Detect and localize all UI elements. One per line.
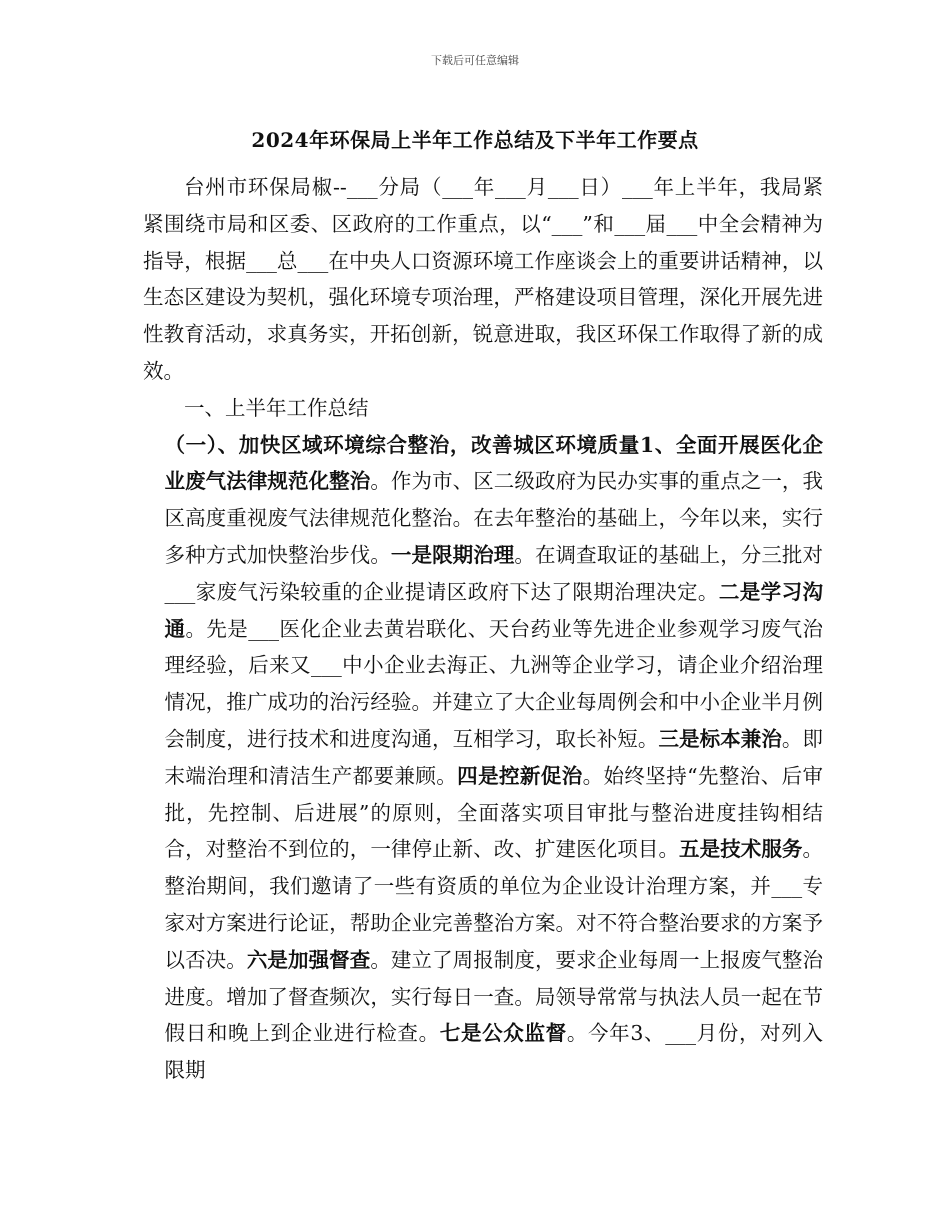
point-2-label: 二是学习沟通 bbox=[164, 579, 824, 641]
document-title: 2024年环保局上半年工作总结及下半年工作要点 bbox=[251, 128, 699, 152]
point-3-label: 三是标本兼治 bbox=[658, 726, 782, 751]
document-body bbox=[143, 169, 823, 1089]
point-1-label: 一是限期治理 bbox=[390, 542, 515, 567]
intro-paragraph: 台州市环保局椒--___分局（___年___月___日）___年上半年，我局紧紧围绕市局和区委、区政府的工作重点，以“___”和___届___中全会精神为指导，根据___总___在中央人口资源环境工作座谈会上的重要讲话精神，以生态区建设为契机，强化环境专项治理，严格建设项目管理，深化开展先进性教育活动，求真务实，开拓创新，锐意进取，我区环保工作取得了新的成效。 bbox=[143, 175, 823, 383]
point-7-label: 七是公众监督 bbox=[439, 1021, 567, 1046]
point-4-label: 四是控新促治 bbox=[457, 763, 583, 788]
subsection-heading: （一）、加快区域环境综合整治，改善城区环境质量1、全面开展医化企业废气法律规范化整治 bbox=[164, 432, 823, 494]
point-5-label: 五是技术服务 bbox=[679, 837, 803, 862]
page-header: 下载后可任意编辑 bbox=[431, 54, 519, 67]
body-paragraph: （一）、加快区域环境综合整治，改善城区环境质量1、全面开展医化企业废气法律规范化整治。作为市、区二级政府为民办实事的重点之一，我区高度重视废气法律规范化整治。在去年整治的基础上，今年以来，实行多种方式加快整治步伐。一是限期治理。在调查取证的基础上，分三批对___家废气污染较重的企业提请区政府下达了限期治理决定。二是学习沟通。先是___医化企业去黄岩联化、天台药业等先进企业参观学习废气治理经验，后来又___中小企业去海正、九洲等企业学习，请企业介绍治理情况，推广成功的治污经验。并建立了大企业每周例会和中小企业半月例会制度，进行技术和进度沟通，互相学习，取长补短。三是标本兼治。即末端治理和清洁生产都要兼顾。四是控新促治。始终坚持“先整治、后审批，先控制、后进展”的原则，全面落实项目审批与整治进度挂钩相结合，对整治不到位的，一律停止新、改、扩建医化项目。五是技术服务。整治期间，我们邀请了一些有资质的单位为企业设计治理方案，并___专家对方案进行论证，帮助企业完善整治方案。对不符合整治要求的方案予以否决。六是加强督查。建立了周报制度，要求企业每周一上报废气整治进度。增加了督查频次，实行每日一查。局领导常常与执法人员一起在节假日和晚上到企业进行检查。七是公众监督。今年3、___月份，对列入限期 bbox=[164, 432, 824, 1083]
section-heading: 一、上半年工作总结 bbox=[184, 395, 369, 420]
point-6-label: 六是加强督查 bbox=[246, 947, 371, 972]
